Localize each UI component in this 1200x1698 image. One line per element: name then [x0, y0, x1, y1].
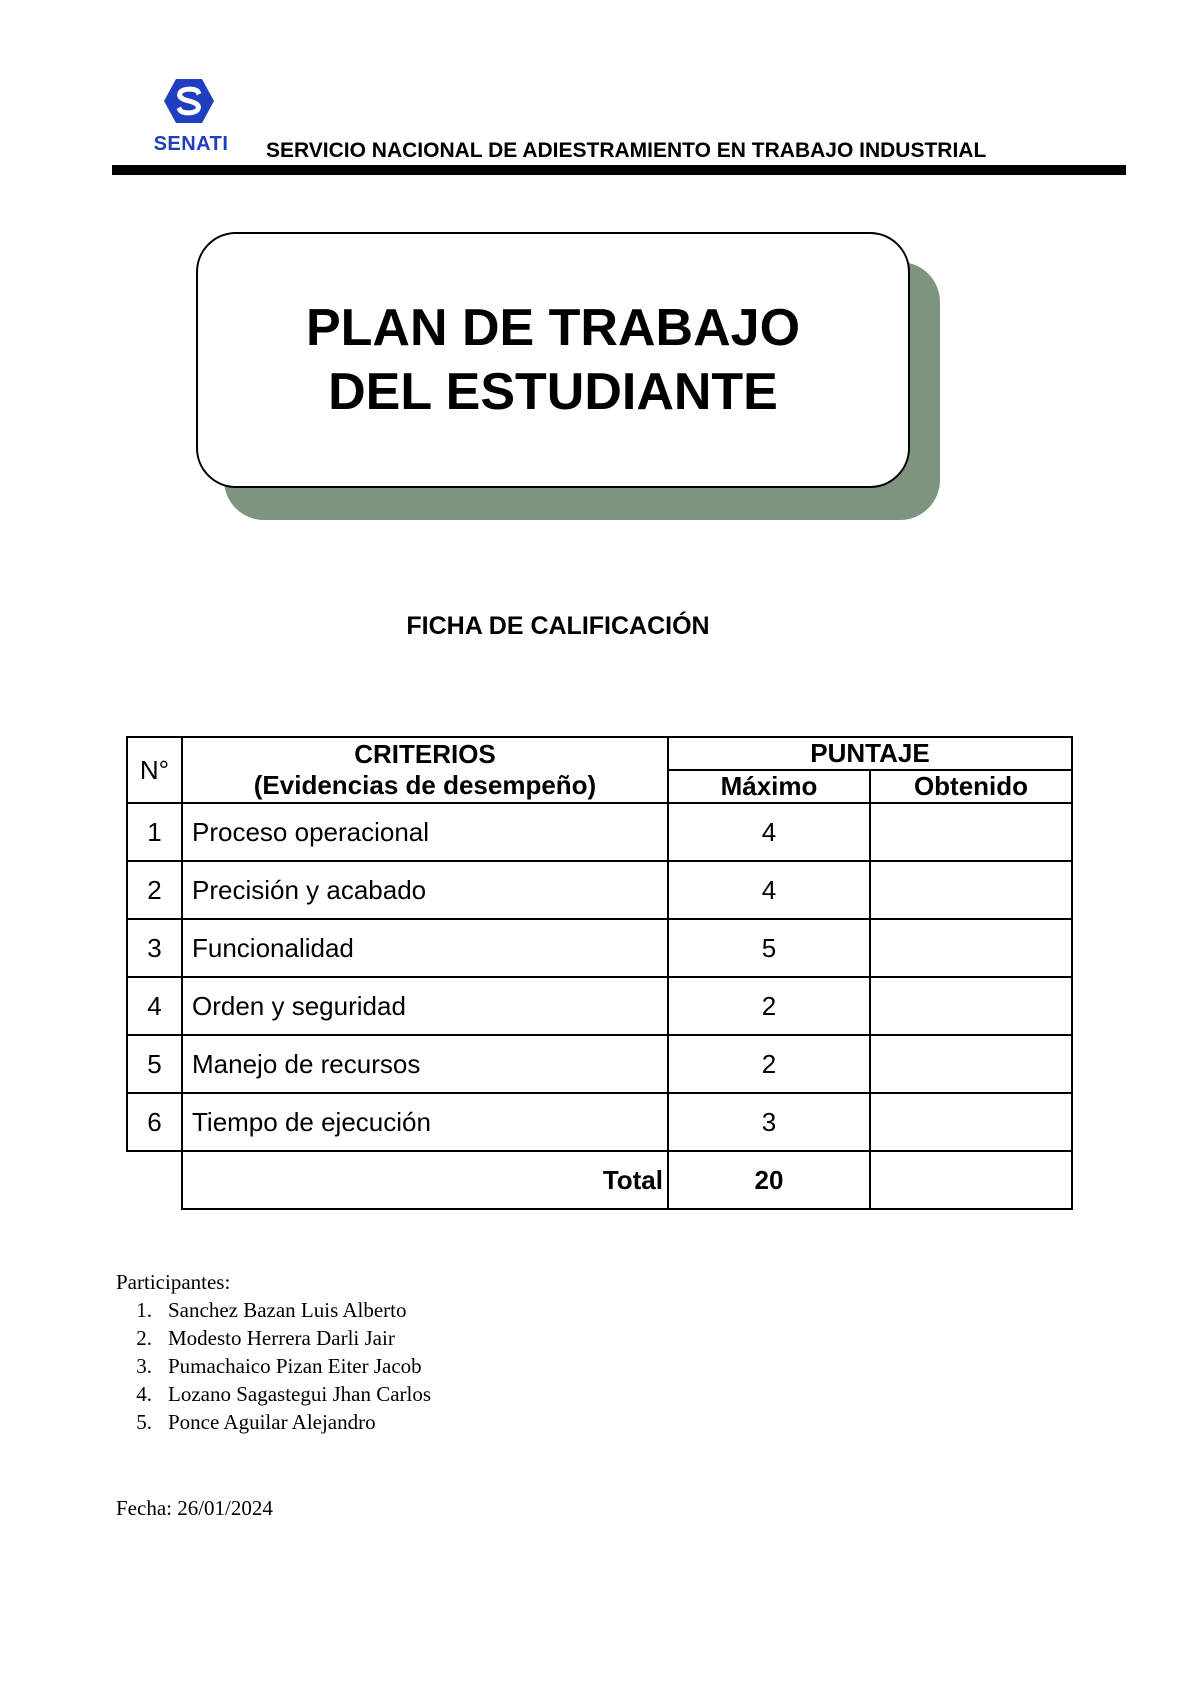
total-obtained-score	[870, 1151, 1072, 1209]
participant-name: Ponce Aguilar Alejandro	[168, 1410, 376, 1434]
row-max-score: 5	[668, 919, 870, 977]
row-obtained-score	[870, 861, 1072, 919]
row-number: 3	[127, 919, 182, 977]
row-number: 5	[127, 1035, 182, 1093]
table-row	[127, 861, 1072, 919]
table-row	[127, 977, 1072, 1035]
row-criterion: Funcionalidad	[182, 919, 668, 977]
table-row	[127, 919, 1072, 977]
senati-logo	[145, 78, 237, 160]
participants-label: Participantes:	[116, 1270, 231, 1294]
list-item	[116, 1408, 431, 1436]
participant-name: Sanchez Bazan Luis Alberto	[168, 1298, 407, 1322]
section-title: FICHA DE CALIFICACIÓN	[406, 612, 710, 640]
row-number: 2	[127, 861, 182, 919]
date-line: Fecha: 26/01/2024	[116, 1496, 273, 1520]
header-number: N°	[127, 737, 182, 803]
participants-list	[116, 1296, 431, 1436]
list-item	[116, 1296, 431, 1324]
row-max-score: 4	[668, 861, 870, 919]
header-score: PUNTAJE	[668, 737, 1072, 770]
header-obtained: Obtenido	[870, 770, 1072, 803]
participants-section	[116, 1268, 431, 1436]
participant-name: Modesto Herrera Darli Jair	[168, 1326, 395, 1350]
list-item-number: 4.	[136, 1382, 152, 1406]
list-item	[116, 1352, 431, 1380]
list-item-number: 3.	[136, 1354, 152, 1378]
row-max-score: 2	[668, 1035, 870, 1093]
row-max-score: 3	[668, 1093, 870, 1151]
list-item	[116, 1380, 431, 1408]
row-number: 4	[127, 977, 182, 1035]
list-item-number: 5.	[136, 1410, 152, 1434]
participant-name: Lozano Sagastegui Jhan Carlos	[168, 1382, 432, 1406]
organization-name: SERVICIO NACIONAL DE ADIESTRAMIENTO EN TRABAJO INDUSTRIAL	[266, 139, 987, 162]
senati-logo-icon	[163, 78, 215, 124]
table-header-row	[127, 737, 1072, 770]
header-criteria-line2: (Evidencias de desempeño)	[253, 770, 597, 800]
table-total-row	[127, 1151, 1072, 1209]
row-obtained-score	[870, 977, 1072, 1035]
row-criterion: Precisión y acabado	[182, 861, 668, 919]
table-row	[127, 1035, 1072, 1093]
list-item-number: 1.	[136, 1298, 152, 1322]
total-max-score: 20	[668, 1151, 870, 1209]
row-number: 6	[127, 1093, 182, 1151]
row-criterion: Proceso operacional	[182, 803, 668, 861]
row-obtained-score	[870, 919, 1072, 977]
list-item-number: 2.	[136, 1326, 152, 1350]
header-divider	[112, 165, 1126, 175]
row-obtained-score	[870, 1035, 1072, 1093]
row-criterion: Tiempo de ejecución	[182, 1093, 668, 1151]
row-criterion: Manejo de recursos	[182, 1035, 668, 1093]
header-criteria	[182, 737, 668, 803]
participant-name: Pumachaico Pizan Eiter Jacob	[168, 1354, 422, 1378]
header-criteria-line1: CRITERIOS	[354, 739, 496, 769]
row-max-score: 4	[668, 803, 870, 861]
header-max: Máximo	[668, 770, 870, 803]
row-criterion: Orden y seguridad	[182, 977, 668, 1035]
list-item	[116, 1324, 431, 1352]
row-obtained-score	[870, 1093, 1072, 1151]
total-label: Total	[182, 1151, 668, 1209]
grading-table	[126, 736, 1073, 1210]
title-line-1: PLAN DE TRABAJO	[305, 299, 801, 357]
logo-text: SENATI	[153, 133, 229, 155]
row-number: 1	[127, 803, 182, 861]
title-line-2: DEL ESTUDIANTE	[328, 363, 778, 421]
table-row	[127, 1093, 1072, 1151]
row-max-score: 2	[668, 977, 870, 1035]
table-row	[127, 803, 1072, 861]
title-box	[196, 232, 910, 488]
row-obtained-score	[870, 803, 1072, 861]
